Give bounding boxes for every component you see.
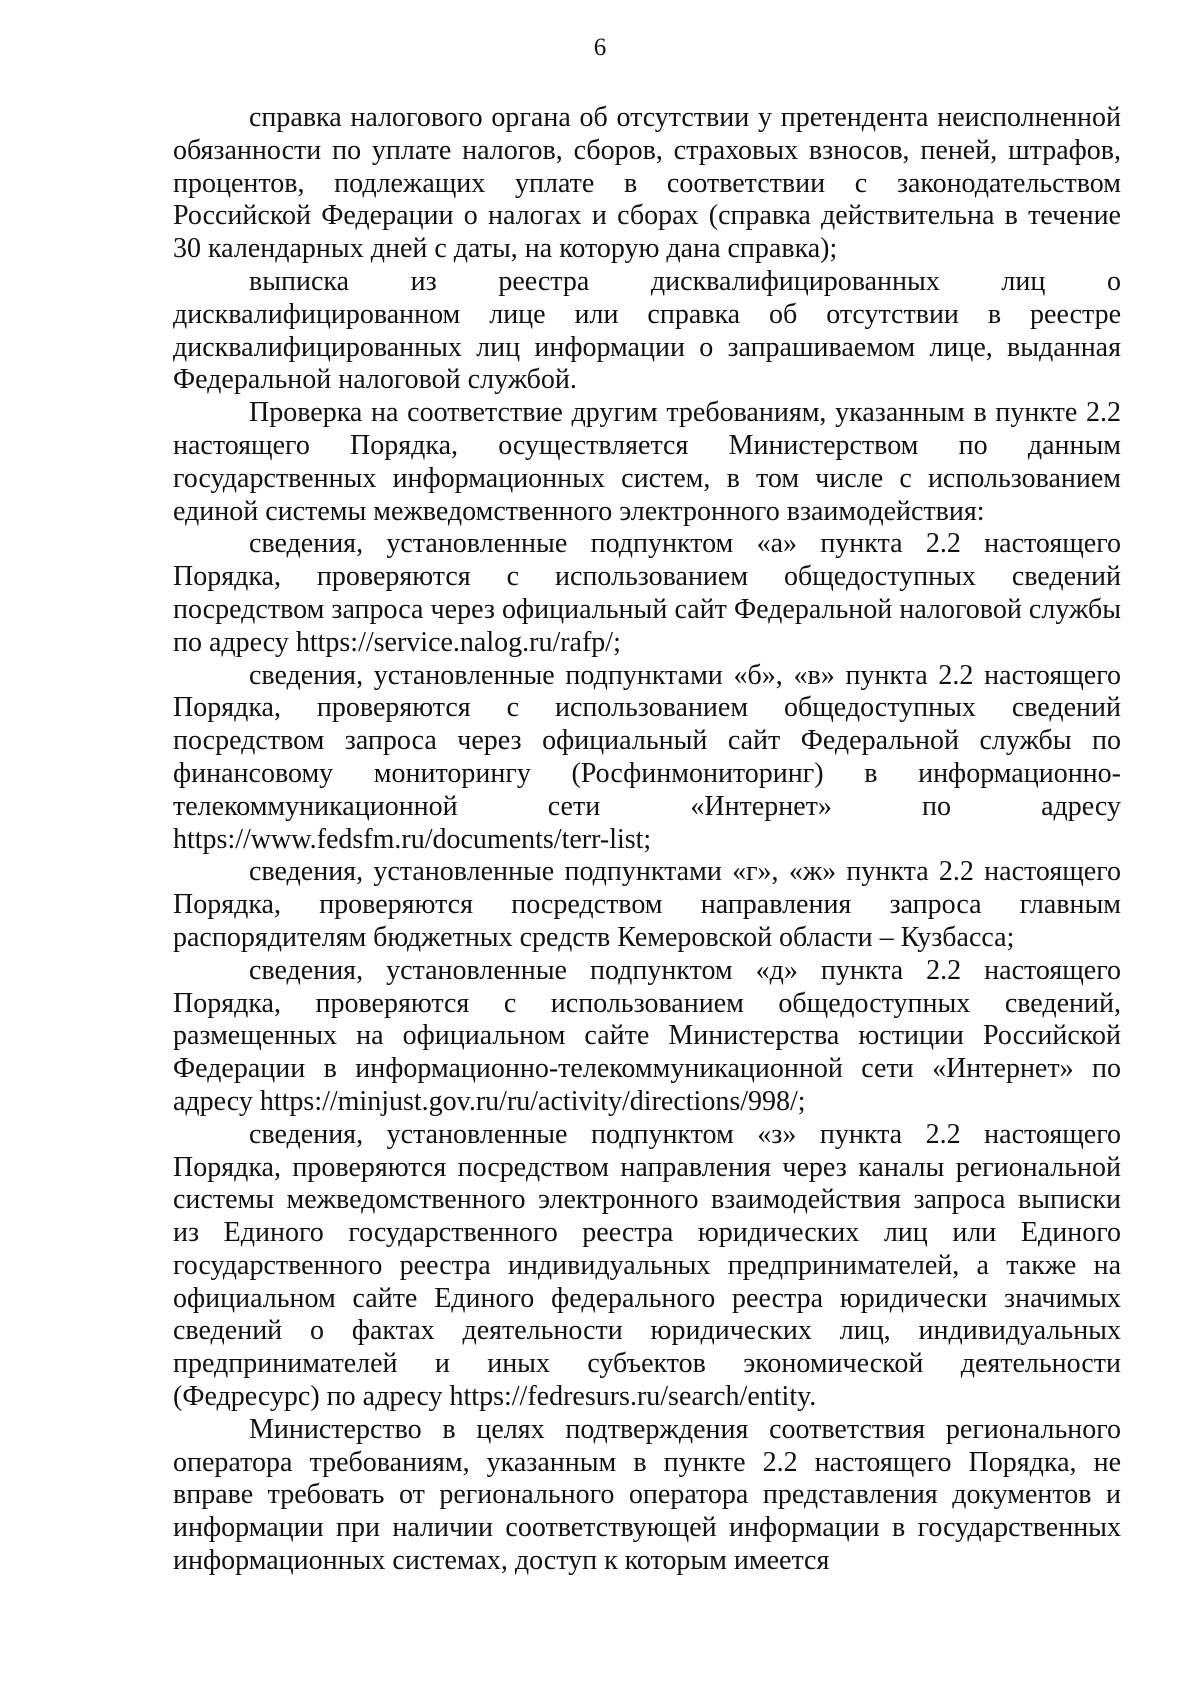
paragraph-subitems-b-v: сведения, установленные подпунктами «б», «в» пункта 2.2 настоящего Порядка, проверяются с использованием общедоступных сведений посредством запроса через официальный сайт Федеральной службы по финансовому мониторингу (Росфинмониторинг) в информационно-телекоммуникационной сети «Интернет» по адресу https://www.fedsfm.ru/documents/terr-list;: [173, 659, 1121, 855]
paragraph-ministry-restriction: Министерство в целях подтверждения соответствия регионального оператора требованиям, указанным в пункте 2.2 настоящего Порядка, не вправе требовать от регионального оператора представления документов и информации при наличии соответствующей информации в государственных информационных системах, доступ к которым имеется: [173, 1413, 1121, 1577]
paragraph-subitem-z: сведения, установленные подпунктом «з» пункта 2.2 настоящего Порядка, проверяются посредством направления через каналы региональной системы межведомственного электронного взаимодействия запроса выписки из Единого государственного реестра юридических лиц или Единого государственного реестра индивидуальных предпринимателей, а также на официальном сайте Единого федерального реестра юридически значимых сведений о фактах деятельности юридических лиц, индивидуальных предпринимателей и иных субъектов экономической деятельности (Федресурс) по адресу https://fedresurs.ru/search/entity.: [173, 1118, 1121, 1413]
page-number: 6: [593, 34, 607, 61]
paragraph-tax-certificate: справка налогового органа об отсутствии у претендента неисполненной обязанности по уплате налогов, сборов, страховых взносов, пеней, штрафов, процентов, подлежащих уплате в соответствии с законодательством Российской Федерации о налогах и сборах (справка действительна в течение 30 календарных дней с даты, на которую дана справка);: [173, 102, 1121, 265]
paragraph-disqualification-extract: выписка из реестра дисквалифицированных лиц о дисквалифицированном лице или справка об отсутствии в реестре дисквалифицированных лиц информации о запрашиваемом лице, выданная Федеральной налоговой службой.: [173, 265, 1121, 396]
paragraph-verification-intro: Проверка на соответствие другим требованиям, указанным в пункте 2.2 настоящего Порядка, осуществляется Министерством по данным государственных информационных систем, в том числе с использованием единой системы межведомственного электронного взаимодействия:: [173, 397, 1121, 527]
document-body: [173, 102, 1121, 1578]
paragraph-subitem-d: сведения, установленные подпунктом «д» пункта 2.2 настоящего Порядка, проверяются с использованием общедоступных сведений, размещенных на официальном сайте Министерства юстиции Российской Федерации в информационно-телекоммуникационной сети «Интернет» по адресу https://minjust.gov.ru/ru/activity/directions/998/;: [173, 954, 1121, 1117]
paragraph-subitems-g-zh: сведения, установленные подпунктами «г», «ж» пункта 2.2 настоящего Порядка, проверяются посредством направления запроса главным распорядителям бюджетных средств Кемеровской области – Кузбасса;: [173, 856, 1121, 953]
paragraph-subitem-a: сведения, установленные подпунктом «а» пункта 2.2 настоящего Порядка, проверяются с использованием общедоступных сведений посредством запроса через официальный сайт Федеральной налоговой службы по адресу https://service.nalog.ru/rafp/;: [173, 528, 1121, 658]
